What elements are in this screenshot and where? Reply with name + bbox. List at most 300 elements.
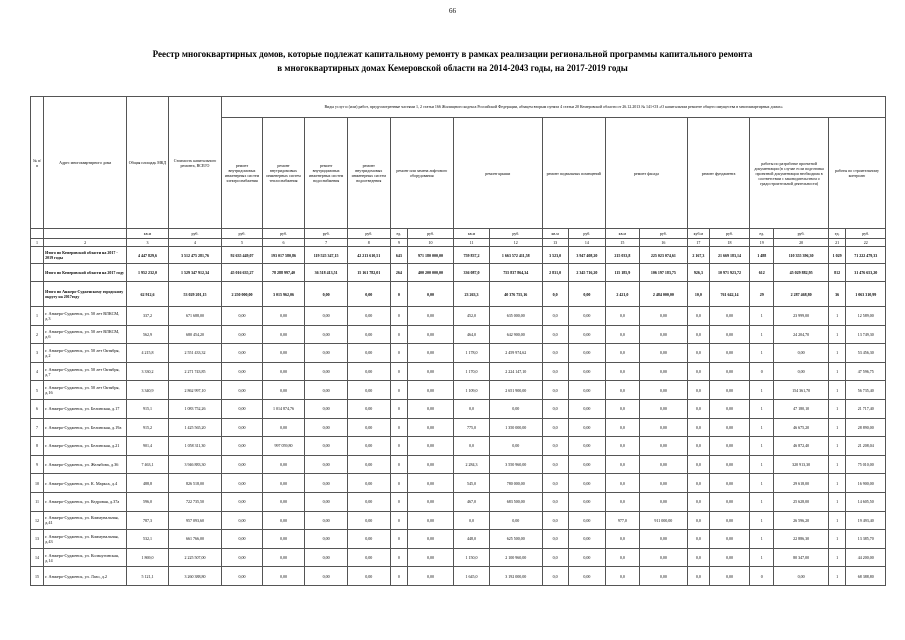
row-value-cell: 46 872,40 [774,437,829,456]
row-value-cell: 0,0 [542,492,568,511]
summary-value-cell: 106 197 183,75 [639,264,687,282]
row-value-cell: 1 [750,418,774,437]
row-value-cell: 2 271 743,85 [168,362,222,381]
row-value-cell: 21 208,04 [846,437,886,456]
row-value-cell: 24 204,70 [774,325,829,344]
row-value-cell: 0,00 [222,437,262,456]
summary-value-cell: 40 376 755,16 [490,282,542,307]
row-value-cell: 13 385,70 [846,530,886,549]
row-value-cell: 0,00 [262,474,305,493]
row-value-cell: 0,00 [408,418,454,437]
row-value-cell: 26 596,20 [774,511,829,530]
row-value-cell: 0 [390,455,407,474]
row-value-cell: 532,1 [127,530,169,549]
row-value-cell: 0,00 [262,567,305,586]
row-value-cell: 0,0 [542,418,568,437]
summary-no-cell [31,247,44,264]
row-value-cell: 448,0 [453,530,489,549]
column-number-cell: 16 [639,239,687,247]
row-value-cell: 0,00 [305,344,348,363]
row-value-cell: 0,0 [687,399,709,418]
row-value-cell: 0,00 [305,567,348,586]
column-number-cell: 21 [828,239,845,247]
unit-cell: кв.м [453,229,489,239]
row-value-cell: 0,00 [305,548,348,567]
summary-label: Итого по Кемеровской области на 2017 году [44,264,127,282]
row-value-cell: 0 [390,511,407,530]
row-value-cell: 1 [828,474,845,493]
row-value-cell: 680 454,20 [168,325,222,344]
unit-cell: руб. [774,229,829,239]
row-value-cell: 0 [390,474,407,493]
row-value-cell: 0 [390,325,407,344]
row-address: г. Анжеро-Судженск, ул. Белинская, д.17 [44,399,127,418]
summary-row [31,264,886,282]
row-value-cell: 1 [750,381,774,400]
row-value-cell: 0,00 [490,399,542,418]
row-value-cell: 46 675,20 [774,418,829,437]
row-value-cell: 0 [390,362,407,381]
row-value-cell: 0,00 [639,437,687,456]
row-value-cell: 0,00 [222,325,262,344]
unit-cell: руб. [222,229,262,239]
row-value-cell: 0,00 [347,325,390,344]
table-row [31,567,886,586]
row-value-cell: 1 [828,548,845,567]
row-value-cell: 0,00 [222,455,262,474]
row-value-cell: 0,00 [262,418,305,437]
row-value-cell: 1 425 565,20 [168,418,222,437]
row-value-cell: 0,00 [347,437,390,456]
column-number-cell: 6 [262,239,305,247]
row-value-cell: 0,00 [568,381,605,400]
row-value-cell: 0 [750,362,774,381]
header-basement: ремонт подвальных помещений [542,118,605,229]
row-value-cell: 0,00 [639,418,687,437]
row-value-cell: 0,00 [347,344,390,363]
row-value-cell: 0,0 [605,325,639,344]
row-value-cell: 0,00 [568,362,605,381]
column-number-cell: 10 [408,239,454,247]
unit-cell: руб. [568,229,605,239]
row-address: г. Анжеро-Судженск, ул. 50 лет ВЛКСМ, д.6 [44,325,127,344]
summary-value-cell: 21 669 183,14 [709,247,749,264]
row-value-cell: 0,00 [347,492,390,511]
row-value-cell: 0,00 [305,418,348,437]
row-value-cell: 0,00 [568,530,605,549]
row-value-cell: 1 [828,418,845,437]
row-value-cell: 0,0 [687,344,709,363]
row-value-cell: 3 946 883,30 [168,455,222,474]
row-value-cell: 0,0 [605,344,639,363]
row-value-cell: 3 340,9 [127,381,169,400]
summary-value-cell: 400 200 000,00 [408,264,454,282]
row-value-cell: 2 225 507,00 [168,548,222,567]
row-value-cell: 625 500,00 [490,530,542,549]
table-row [31,362,886,381]
unit-cell: руб. [305,229,348,239]
row-value-cell: 0,00 [568,418,605,437]
summary-value-cell: 0,0 [542,282,568,307]
table-row [31,511,886,530]
summary-value-cell: 761 642,14 [709,282,749,307]
summary-value-cell: 53 029 201,15 [168,282,222,307]
row-value-cell: 0,00 [408,381,454,400]
row-value-cell: 0,00 [639,344,687,363]
row-value-cell: 1 058 311,30 [168,437,222,456]
title-line-1: Реестр многоквартирных домов, которые подлежат капитальному ремонту в рамках реализации региональной программы капитального ремонта [152,49,753,59]
row-value-cell: 0,0 [542,530,568,549]
row-value-cell: 787,3 [127,511,169,530]
row-value-cell: 1 [750,492,774,511]
summary-value-cell: 264 [390,264,407,282]
column-number-cell: 22 [846,239,886,247]
summary-value-cell: 119 525 347,15 [305,247,348,264]
row-value-cell: 1 [828,511,845,530]
table-row [31,418,886,437]
row-value-cell: 0,00 [639,399,687,418]
column-number-cell: 12 [490,239,542,247]
row-value-cell: 635 000,00 [490,307,542,326]
row-value-cell: 5 121,1 [127,567,169,586]
row-value-cell: 0,00 [568,325,605,344]
row-value-cell: 0,00 [709,325,749,344]
unit-cell: руб. [262,229,305,239]
row-value-cell: 0,00 [639,325,687,344]
row-value-cell: 0,0 [453,511,489,530]
row-value-cell: 0,00 [709,511,749,530]
row-value-cell: 661 766,00 [168,530,222,549]
row-number: 6 [31,399,44,418]
summary-value-cell: 110 355 396,30 [774,247,829,264]
column-number-cell: 20 [774,239,829,247]
row-value-cell: 545,0 [453,474,489,493]
row-value-cell: 21 717,40 [846,399,886,418]
row-value-cell: 0,00 [305,325,348,344]
row-value-cell: 320 913,30 [774,455,829,474]
row-value-cell: 0,00 [305,399,348,418]
row-value-cell: 2 651 900,00 [490,381,542,400]
row-value-cell: 0,00 [262,492,305,511]
row-address: г. Анжеро-Судженск, ул. 50 лет ВЛКСМ, д.3 [44,307,127,326]
unit-cell: кв.м [127,229,169,239]
row-value-cell: 0,00 [262,307,305,326]
row-value-cell: 0,0 [605,474,639,493]
row-value-cell: 1 [750,530,774,549]
row-value-cell: 0,00 [408,530,454,549]
row-value-cell: 0,0 [542,474,568,493]
summary-value-cell: 2 250 000,00 [222,282,262,307]
row-value-cell: 1 [828,530,845,549]
row-value-cell: 0,00 [305,307,348,326]
row-value-cell: 0,00 [408,325,454,344]
document-title [40,47,865,75]
row-value-cell: 957 093,60 [168,511,222,530]
summary-value-cell: 4 447 829,6 [127,247,169,264]
row-value-cell: 1 [828,455,845,474]
row-value-cell: 16 900,00 [846,474,886,493]
row-value-cell: 0,0 [605,418,639,437]
row-address: г. Анжеро-Судженск, ул. 50 лет Октября, д.2 [44,344,127,363]
row-value-cell: 0,00 [222,567,262,586]
summary-value-cell: 926,3 [687,264,709,282]
row-value-cell: 0 [390,548,407,567]
row-value-cell: 977,0 [605,511,639,530]
summary-value-cell: 812 [828,264,845,282]
row-value-cell: 0,00 [709,418,749,437]
row-value-cell: 1 [750,474,774,493]
row-value-cell: 28 890,00 [846,418,886,437]
row-value-cell: 0,00 [709,474,749,493]
row-value-cell: 0,00 [709,548,749,567]
row-value-cell: 0,0 [542,344,568,363]
row-value-cell: 1 083 752,26 [168,399,222,418]
column-number-cell: 19 [750,239,774,247]
row-value-cell: 0,00 [568,492,605,511]
row-address: г. Анжеро-Судженск, ул. 50 лет Октября, д.16 [44,381,127,400]
row-value-cell: 0,00 [347,567,390,586]
column-number-cell: 1 [31,239,44,247]
row-value-cell: 596,0 [127,492,169,511]
row-value-cell: 0,0 [542,381,568,400]
header-sewer: ремонт внутридомовых инженерных систем водоотведения [347,118,390,229]
row-value-cell: 0,00 [347,418,390,437]
column-number-cell: 15 [605,239,639,247]
row-value-cell: 1 [828,492,845,511]
row-value-cell: 1 [828,381,845,400]
row-value-cell: 0,00 [222,307,262,326]
row-value-cell: 2 862 997,10 [168,381,222,400]
summary-value-cell: 29 [750,282,774,307]
row-value-cell: 0 [390,399,407,418]
summary-value-cell: 45 016 635,27 [222,264,262,282]
column-number-cell: 14 [568,239,605,247]
summary-value-cell: 1 063 310,99 [846,282,886,307]
row-address: г. Анжеро-Судженск, ул. Желябова, д.36 [44,455,127,474]
summary-value-cell: 2 167,3 [687,247,709,264]
row-value-cell: 0 [390,418,407,437]
row-value-cell: 44 200,00 [846,548,886,567]
row-value-cell: 0,00 [408,362,454,381]
row-value-cell: 337,2 [127,307,169,326]
row-value-cell: 0,0 [687,511,709,530]
row-value-cell: 0 [390,381,407,400]
row-value-cell: 0,00 [408,492,454,511]
registry-table [30,96,886,586]
summary-value-cell: 225 023 074,61 [639,247,687,264]
row-number: 7 [31,418,44,437]
row-value-cell: 0 [390,492,407,511]
row-value-cell: 0,00 [262,530,305,549]
row-value-cell: 0,00 [347,381,390,400]
row-value-cell: 997 059,80 [262,437,305,456]
row-value-cell: 0,00 [568,399,605,418]
row-number: 15 [31,567,44,586]
row-value-cell: 0,0 [542,399,568,418]
title-line-2: в многоквартирных домах Кемеровской области на 2014-2043 годы, на 2017-2019 годы [277,63,628,73]
header-area: Общая площадь МКД [127,97,169,229]
row-value-cell: 0,0 [687,381,709,400]
row-number: 5 [31,381,44,400]
row-value-cell: 0,00 [568,511,605,530]
row-value-cell: 0,00 [222,344,262,363]
row-value-cell: 1 645,0 [453,567,489,586]
header-electric: ремонт внутридомовых инженерных систем электроснабжения [222,118,262,229]
row-value-cell: 3 330,2 [127,362,169,381]
table-row [31,474,886,493]
row-value-cell: 0,00 [347,548,390,567]
summary-value-cell: 2 345 716,20 [568,264,605,282]
unit-cell: ед. [750,229,774,239]
column-number-cell: 3 [127,239,169,247]
summary-value-cell: 62 912,6 [127,282,169,307]
summary-row [31,282,886,307]
column-numbers-row [31,239,886,247]
header-work-types: Виды услуг и (или) работ, предусмотренные частями 1, 2 статьи 166 Жилищного кодекса Российской Федерации, абзацем вторым пункта 4 статьи 20 Кемеровской области от 26.12.2013 № 141-ОЗ «О капитальном ремонте общего имущества в многоквартирных домах» [222,97,886,118]
row-value-cell: 0,00 [774,567,829,586]
row-value-cell: 0,00 [408,511,454,530]
row-value-cell: 0,00 [305,455,348,474]
summary-value-cell: 215 033,8 [605,247,639,264]
row-value-cell: 467,0 [453,492,489,511]
summary-value-cell: 3 512 475 281,76 [168,247,222,264]
row-address: г. Анжеро-Судженск, ул. К. Маркса, д.4 [44,474,127,493]
row-value-cell: 0,0 [542,455,568,474]
header-water: ремонт внутридомовых инженерных систем водоснабжения [305,118,348,229]
row-value-cell: 0,00 [222,381,262,400]
summary-value-cell: 0,00 [305,282,348,307]
table-row [31,492,886,511]
row-value-cell: 0,0 [687,474,709,493]
units-row [31,229,886,239]
column-number-cell: 5 [222,239,262,247]
row-value-cell: 0,00 [262,381,305,400]
row-value-cell: 1 350 000,00 [490,418,542,437]
row-value-cell: 0,00 [408,344,454,363]
row-value-cell: 0,0 [687,437,709,456]
column-number-cell: 8 [347,239,390,247]
header-supervision: работы по строительному контролю [828,118,885,229]
row-value-cell: 0,0 [687,325,709,344]
row-number: 4 [31,362,44,381]
row-value-cell: 0,00 [639,474,687,493]
header-heat: ремонт внутридомовых инженерных систем теплоснабжения [262,118,305,229]
row-value-cell: 0,00 [347,530,390,549]
row-value-cell: 2 459 974,62 [490,344,542,363]
row-value-cell: 0,00 [490,437,542,456]
row-value-cell: 911 000,00 [639,511,687,530]
row-value-cell: 1 [828,307,845,326]
row-value-cell: 775,0 [453,418,489,437]
row-value-cell: 0,0 [542,362,568,381]
table-row [31,455,886,474]
row-value-cell: 780 000,00 [490,474,542,493]
row-value-cell: 0,0 [453,437,489,456]
row-value-cell: 0 [390,344,407,363]
summary-value-cell: 10,0 [687,282,709,307]
row-value-cell: 0,0 [605,381,639,400]
row-value-cell: 683 500,00 [490,492,542,511]
row-value-cell: 901,4 [127,437,169,456]
row-address: г. Анжеро-Судженск, ул. Лазо, д.2 [44,567,127,586]
row-value-cell: 464,0 [453,325,489,344]
row-number: 10 [31,474,44,493]
row-value-cell: 1 [750,548,774,567]
column-number-cell: 7 [305,239,348,247]
row-value-cell: 562,9 [127,325,169,344]
row-address: г. Анжеро-Судженск, ул. Кедровая, д.37а [44,492,127,511]
header-cost: Стоимость капитального ремонта, ВСЕГО [168,97,222,229]
row-value-cell: 0 [390,567,407,586]
row-value-cell: 1 014 874,76 [262,399,305,418]
summary-value-cell: 193 017 580,86 [262,247,305,264]
row-value-cell: 0,0 [687,492,709,511]
row-value-cell: 23 999,00 [774,307,829,326]
summary-value-cell: 36 518 413,51 [305,264,348,282]
row-value-cell: 0,00 [568,567,605,586]
row-value-cell: 1 [750,437,774,456]
column-number-cell: 9 [390,239,407,247]
summary-value-cell: 755 837 864,34 [490,264,542,282]
row-value-cell: 80 347,00 [774,548,829,567]
row-value-cell: 0,0 [605,530,639,549]
row-value-cell: 0 [390,307,407,326]
row-value-cell: 0,0 [687,455,709,474]
row-value-cell: 0,00 [709,307,749,326]
summary-value-cell: 1 488 [750,247,774,264]
table-row [31,381,886,400]
summary-value-cell: 10 971 923,72 [709,264,749,282]
column-number-cell: 11 [453,239,489,247]
unit-cell: руб. [408,229,454,239]
row-value-cell: 29 618,00 [774,474,829,493]
unit-cell: кв.м [542,229,568,239]
row-value-cell: 0,00 [262,362,305,381]
summary-value-cell: 2 831,0 [542,264,568,282]
row-value-cell: 0,00 [222,492,262,511]
row-value-cell: 22 886,30 [774,530,829,549]
row-value-cell: 0,00 [490,511,542,530]
row-value-cell: 0,00 [222,399,262,418]
summary-value-cell: 643 [390,247,407,264]
summary-value-cell: 3 947 408,20 [568,247,605,264]
row-value-cell: 1 [750,307,774,326]
row-value-cell: 0,0 [542,437,568,456]
row-value-cell: 0,00 [639,567,687,586]
row-value-cell: 722 735,50 [168,492,222,511]
row-value-cell: 0,00 [709,455,749,474]
table-row [31,548,886,567]
row-value-cell: 47 180,10 [774,399,829,418]
row-value-cell: 14 605,50 [846,492,886,511]
column-number-cell: 18 [709,239,749,247]
row-value-cell: 1 [828,344,845,363]
row-value-cell: 4 215,8 [127,344,169,363]
row-value-cell: 0 [750,567,774,586]
summary-value-cell: 0,00 [568,282,605,307]
row-value-cell: 19 493,40 [846,511,886,530]
unit-cell: руб. [709,229,749,239]
unit-cell: куб.м [687,229,709,239]
unit-cell: руб. [347,229,390,239]
summary-no-cell [31,264,44,282]
row-value-cell: 0,00 [709,381,749,400]
row-value-cell: 0,00 [709,344,749,363]
row-value-cell: 0 [390,437,407,456]
row-value-cell: 0,00 [347,511,390,530]
row-number: 12 [31,511,44,530]
row-value-cell: 0,00 [222,418,262,437]
